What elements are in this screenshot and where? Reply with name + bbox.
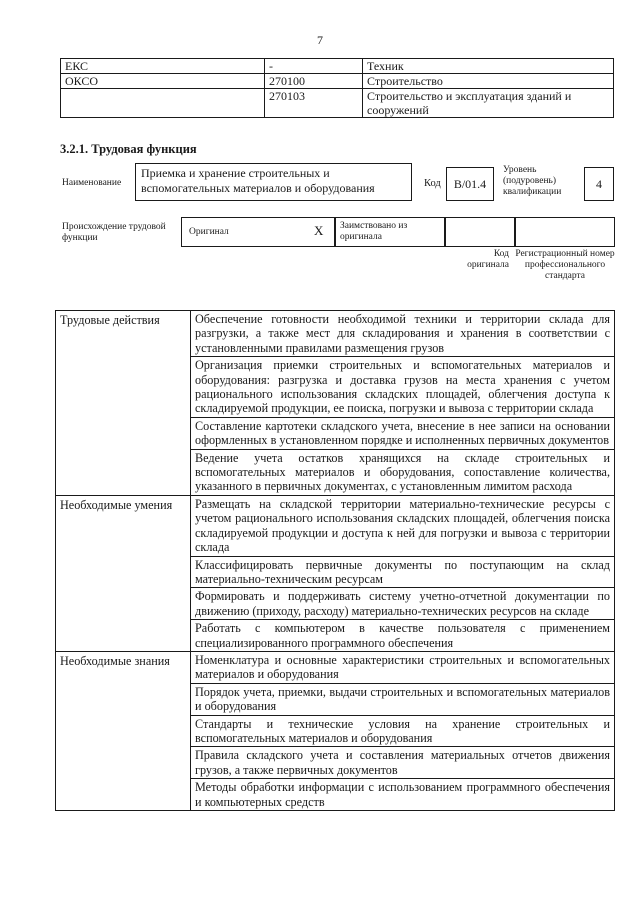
- table-cell: Строительство: [363, 74, 614, 89]
- table-row: [56, 495, 615, 556]
- section-heading: 3.2.1. Трудовая функция: [60, 142, 197, 156]
- name-label: Наименование: [62, 178, 122, 188]
- table-cell: ОКСО: [61, 74, 265, 89]
- table-row: [56, 651, 615, 683]
- table-cell: Стандарты и технические условия на хранение строительных и вспомогательных материалов и оборудования: [191, 715, 615, 747]
- table-cell: Работать с компьютером в качестве пользователя с применением специализированного программного обеспечения: [191, 620, 615, 652]
- table-row: [61, 89, 614, 118]
- registration-number-box: [515, 217, 615, 247]
- table-cell: Классифицировать первичные документы по поступающим на склад материально-техническим ресурсам: [191, 556, 615, 588]
- table-cell: Формировать и поддерживать систему учетно-отчетной документации по движению (приходу, расходу) материально-технических ресурсов на складе: [191, 588, 615, 620]
- function-name-box: Приемка и хранение строительных и вспомогательных материалов и оборудования: [135, 163, 412, 201]
- table-cell: Номенклатура и основные характеристики строительных и вспомогательных материалов и оборудования: [191, 651, 615, 683]
- table-cell: [61, 89, 265, 118]
- table-row: [61, 59, 614, 74]
- level-box: 4: [584, 167, 614, 201]
- classification-table: [60, 58, 614, 118]
- table-cell: 270103: [265, 89, 363, 118]
- original-box: [181, 217, 335, 247]
- registration-caption: Регистрационный номер профессионального стандарта: [515, 249, 615, 281]
- code-caption: Код оригинала: [467, 249, 509, 270]
- borrowed-box: [335, 217, 445, 247]
- table-cell: Ведение учета остатков хранящихся на складе строительных и вспомогательных материалов и оборудования, сопоставление количества, указанного в первичных документах, с установленным лимитом расхода: [191, 449, 615, 495]
- table-cell: -: [265, 59, 363, 74]
- category-cell: Трудовые действия: [56, 311, 191, 496]
- category-cell: Необходимые знания: [56, 651, 191, 810]
- page-number: 7: [317, 33, 323, 47]
- category-cell: Необходимые умения: [56, 495, 191, 651]
- table-cell: Методы обработки информации с использованием программного обеспечения и компьютерных средств: [191, 779, 615, 811]
- table-cell: ЕКС: [61, 59, 265, 74]
- origin-label: Происхождение трудовой функции: [62, 222, 166, 243]
- code-label: Код: [424, 178, 441, 189]
- level-label: Уровень (подуровень) квалификации: [503, 165, 562, 197]
- table-cell: 270100: [265, 74, 363, 89]
- table-cell: Составление картотеки складского учета, внесение в нее записи на основании оформленных в установленном порядке и исполненных первичных документов: [191, 417, 615, 449]
- original-mark: X: [314, 223, 324, 238]
- table-row: [61, 74, 614, 89]
- labor-function-table: [55, 310, 615, 811]
- function-code-box: B/01.4: [446, 167, 494, 201]
- table-row: [56, 311, 615, 357]
- original-label: Оригинал: [189, 227, 229, 237]
- table-cell: Организация приемки строительных и вспомогательных материалов и оборудования: разгрузка и доставка грузов на места хранения с учетом рационального использования складских площадей, облегчения доступа к складируемой продукции, ее поиска, погрузки и вывоза с территории склада: [191, 357, 615, 418]
- table-cell: Обеспечение готовности необходимой техники и территории склада для разгрузки, а также мест для складирования и хранения в соответствии с установленными правилами размещения грузов: [191, 311, 615, 357]
- table-cell: Правила складского учета и составления материальных отчетов движения грузов, а также первичных документов: [191, 747, 615, 779]
- table-cell: Строительство и эксплуатация зданий и сооружений: [363, 89, 614, 118]
- table-cell: Порядок учета, приемки, выдачи строительных и вспомогательных материалов и оборудования: [191, 683, 615, 715]
- table-cell: Техник: [363, 59, 614, 74]
- origin-code-box: [445, 217, 515, 247]
- borrowed-label: Заимствовано из оригинала: [340, 221, 408, 242]
- table-cell: Размещать на складской территории материально-технические ресурсы с учетом рационального использования складских площадей, облегчения поиска складируемой продукции и доступа к ней для погрузки и вывоза с территории склада: [191, 495, 615, 556]
